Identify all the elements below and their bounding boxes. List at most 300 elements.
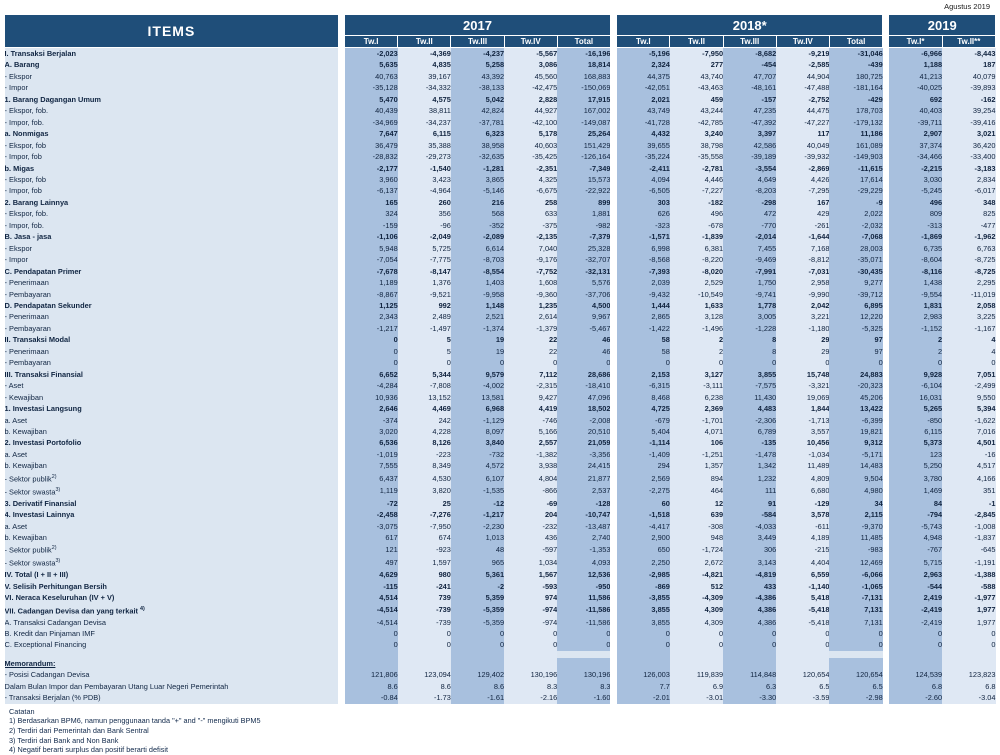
data-cell: 4,500 — [557, 300, 610, 311]
data-cell: -9,370 — [829, 521, 882, 532]
data-cell: 0 — [829, 639, 882, 650]
data-cell: -29,229 — [829, 185, 882, 196]
row-label — [5, 651, 339, 658]
data-cell: -8,443 — [942, 48, 995, 60]
data-cell: 8,126 — [398, 437, 451, 448]
data-cell: 39,167 — [398, 71, 451, 82]
data-cell: -4,514 — [345, 617, 398, 628]
data-cell: 8 — [723, 346, 776, 357]
data-cell: 39,254 — [942, 105, 995, 116]
data-cell: 1,235 — [504, 300, 557, 311]
data-cell: -454 — [723, 59, 776, 70]
data-cell: 8 — [723, 334, 776, 345]
data-cell: 34 — [829, 498, 882, 509]
data-cell: 6.5 — [829, 681, 882, 692]
data-cell — [398, 658, 451, 669]
data-cell: 4,094 — [617, 174, 670, 185]
data-cell — [829, 651, 882, 658]
data-cell: -2,869 — [776, 163, 829, 174]
data-cell: 1,881 — [557, 208, 610, 219]
data-cell: -42,475 — [504, 82, 557, 93]
table-row — [5, 532, 996, 543]
data-cell: 0 — [451, 628, 504, 639]
data-cell: 124,539 — [889, 669, 942, 680]
data-cell: -9,360 — [504, 289, 557, 300]
data-cell: 7,040 — [504, 243, 557, 254]
data-cell: -9,176 — [504, 254, 557, 265]
data-cell: -72 — [345, 498, 398, 509]
data-cell: -34,237 — [398, 117, 451, 128]
data-cell: -11,586 — [557, 617, 610, 628]
row-label: - Impor, fob. — [5, 220, 339, 231]
data-cell: 35,388 — [398, 140, 451, 151]
data-cell: -39,893 — [942, 82, 995, 93]
data-cell: 7,555 — [345, 460, 398, 471]
data-cell: 9,967 — [557, 311, 610, 322]
data-cell: 0 — [889, 628, 942, 639]
row-label: II. Transaksi Modal — [5, 334, 339, 345]
data-cell: 4,572 — [451, 460, 504, 471]
data-cell: -313 — [889, 220, 942, 231]
row-label: - Penerimaan — [5, 277, 339, 288]
data-cell: -770 — [723, 220, 776, 231]
data-cell: 2,529 — [670, 277, 723, 288]
data-cell: -4,514 — [345, 604, 398, 617]
data-cell: 2 — [889, 334, 942, 345]
data-cell — [723, 658, 776, 669]
data-cell: 16,031 — [889, 392, 942, 403]
col-header-2017-q4: Tw.IV — [504, 36, 557, 48]
data-cell: -20,323 — [829, 380, 882, 391]
data-cell: -429 — [829, 94, 882, 105]
data-cell: 0 — [942, 639, 995, 650]
data-cell: 11,186 — [829, 128, 882, 139]
data-cell: -43,463 — [670, 82, 723, 93]
data-cell: -7,054 — [345, 254, 398, 265]
data-cell: 41,213 — [889, 71, 942, 82]
data-cell: -47,392 — [723, 117, 776, 128]
data-cell: 674 — [398, 532, 451, 543]
data-cell: -2,419 — [889, 604, 942, 617]
data-cell: -7,227 — [670, 185, 723, 196]
data-cell: 6.3 — [723, 681, 776, 692]
data-cell: 47,235 — [723, 105, 776, 116]
data-cell: 356 — [398, 208, 451, 219]
data-cell: -2,845 — [942, 509, 995, 520]
data-cell: 6,115 — [889, 426, 942, 437]
col-header-2017-total: Total — [557, 36, 610, 48]
data-cell: 429 — [776, 208, 829, 219]
data-cell: 3,855 — [617, 604, 670, 617]
data-cell: -439 — [829, 59, 882, 70]
data-cell: 11,586 — [557, 592, 610, 603]
row-label: - Sektor swasta$^{3)}$ — [5, 485, 339, 498]
data-cell — [776, 651, 829, 658]
data-cell: 1,034 — [504, 556, 557, 569]
data-cell: -241 — [398, 581, 451, 592]
data-cell: 5,394 — [942, 403, 995, 414]
data-cell — [617, 651, 670, 658]
data-cell: 29 — [776, 346, 829, 357]
data-cell: -48,161 — [723, 82, 776, 93]
data-cell: -149,087 — [557, 117, 610, 128]
data-cell: 974 — [504, 592, 557, 603]
data-cell: -5,567 — [504, 48, 557, 60]
data-cell: 496 — [889, 197, 942, 208]
data-cell: -8,812 — [776, 254, 829, 265]
data-cell: 5,576 — [557, 277, 610, 288]
data-cell: 2,369 — [670, 403, 723, 414]
data-cell: 5,178 — [504, 128, 557, 139]
row-label: Dalam Bulan Impor dan Pembayaran Utang Luar Negeri Pemerintah — [5, 681, 339, 692]
data-cell: 650 — [617, 543, 670, 556]
data-cell: 0 — [345, 346, 398, 357]
data-cell: -3.59 — [776, 692, 829, 703]
data-cell: 2 — [889, 346, 942, 357]
data-cell: 4,404 — [776, 556, 829, 569]
table-row — [5, 151, 996, 162]
data-cell: 4,530 — [398, 472, 451, 485]
data-cell: 25,264 — [557, 128, 610, 139]
row-label: - Impor, fob. — [5, 117, 339, 128]
data-cell: 1,403 — [451, 277, 504, 288]
table-row — [5, 48, 996, 60]
data-cell: -4,002 — [451, 380, 504, 391]
data-cell: -16,196 — [557, 48, 610, 60]
data-cell: -6,399 — [829, 415, 882, 426]
data-cell: 6,107 — [451, 472, 504, 485]
table-row — [5, 208, 996, 219]
data-cell: 4,575 — [398, 94, 451, 105]
data-cell: 4,980 — [829, 485, 882, 498]
data-cell: 40,603 — [504, 140, 557, 151]
row-label: - Ekspor, fob — [5, 140, 339, 151]
data-cell: 97 — [829, 346, 882, 357]
row-label: - Penerimaan — [5, 346, 339, 357]
data-cell: -739 — [398, 604, 451, 617]
data-cell: -950 — [557, 581, 610, 592]
data-cell: -5,743 — [889, 521, 942, 532]
data-cell: -1,496 — [670, 323, 723, 334]
table-row — [5, 403, 996, 414]
data-cell: -3,111 — [670, 380, 723, 391]
data-cell: 3,449 — [723, 532, 776, 543]
data-cell: -7,349 — [557, 163, 610, 174]
row-label: - Sektor swasta$^{3)}$ — [5, 556, 339, 569]
data-cell: -179,132 — [829, 117, 882, 128]
data-cell: -794 — [889, 509, 942, 520]
row-label: 2. Barang Lainnya — [5, 197, 339, 208]
data-cell: 4,419 — [504, 403, 557, 414]
data-cell: 3,020 — [345, 426, 398, 437]
data-cell: 3,865 — [451, 174, 504, 185]
row-label: B. Kredit dan Pinjaman IMF — [5, 628, 339, 639]
data-cell: 29 — [776, 334, 829, 345]
data-cell: -1,497 — [398, 323, 451, 334]
data-cell: -8,203 — [723, 185, 776, 196]
data-cell: 894 — [670, 472, 723, 485]
data-cell: 4,309 — [670, 617, 723, 628]
data-cell: 324 — [345, 208, 398, 219]
data-cell: -8,147 — [398, 266, 451, 277]
table-row — [5, 485, 996, 498]
row-label: 4. Investasi Lainnya — [5, 509, 339, 520]
data-cell: -1,191 — [942, 556, 995, 569]
header-year-row — [5, 15, 996, 36]
data-cell: 120,654 — [776, 669, 829, 680]
data-cell: 459 — [670, 94, 723, 105]
data-cell: 7,455 — [723, 243, 776, 254]
data-cell: 2 — [670, 346, 723, 357]
data-cell: 6.5 — [776, 681, 829, 692]
data-cell: 7,168 — [776, 243, 829, 254]
data-cell: 0 — [345, 357, 398, 368]
data-cell — [451, 658, 504, 669]
data-cell: 2,419 — [889, 592, 942, 603]
data-cell: -22,922 — [557, 185, 610, 196]
data-cell: -0.84 — [345, 692, 398, 703]
data-cell: 38,798 — [670, 140, 723, 151]
data-cell: 497 — [345, 556, 398, 569]
data-cell: 97 — [829, 334, 882, 345]
data-cell: -1,019 — [345, 449, 398, 460]
data-cell: 40,403 — [889, 105, 942, 116]
data-cell: -1,353 — [557, 543, 610, 556]
col-header-2018-q2: Tw.II — [670, 36, 723, 48]
data-cell: 4,309 — [670, 604, 723, 617]
data-cell: -1,518 — [617, 509, 670, 520]
data-cell: -1,701 — [670, 415, 723, 426]
data-cell: 5 — [398, 346, 451, 357]
data-cell: -11,615 — [829, 163, 882, 174]
data-cell: 43,749 — [617, 105, 670, 116]
data-cell: -9,432 — [617, 289, 670, 300]
data-cell: -9,990 — [776, 289, 829, 300]
table-row — [5, 185, 996, 196]
data-cell: -5,359 — [451, 604, 504, 617]
data-cell: 8,349 — [398, 460, 451, 471]
data-cell — [398, 651, 451, 658]
data-cell: 9,579 — [451, 369, 504, 380]
data-cell: 9,928 — [889, 369, 942, 380]
data-cell: 5,250 — [889, 460, 942, 471]
data-cell: -1,388 — [942, 569, 995, 580]
data-cell: -982 — [557, 220, 610, 231]
data-cell: -4,369 — [398, 48, 451, 60]
data-cell: 167 — [776, 197, 829, 208]
data-cell: 2,672 — [670, 556, 723, 569]
table-row — [5, 357, 996, 368]
data-cell: 47,707 — [723, 71, 776, 82]
data-cell: 12,536 — [557, 569, 610, 580]
row-label: b. Kewajiban — [5, 426, 339, 437]
data-cell: 38,958 — [451, 140, 504, 151]
data-cell: 2 — [670, 334, 723, 345]
data-cell: 2,324 — [617, 59, 670, 70]
data-cell: 2,557 — [504, 437, 557, 448]
data-cell: 114,848 — [723, 669, 776, 680]
data-cell — [829, 658, 882, 669]
table-row — [5, 380, 996, 391]
data-cell: -1,382 — [504, 449, 557, 460]
data-cell: 0 — [723, 628, 776, 639]
data-cell: -1 — [942, 498, 995, 509]
data-cell: -5,418 — [776, 604, 829, 617]
data-cell: 568 — [451, 208, 504, 219]
data-cell: 6,680 — [776, 485, 829, 498]
row-label: - Aset — [5, 380, 339, 391]
data-cell: 3,240 — [670, 128, 723, 139]
data-cell: 4,483 — [723, 403, 776, 414]
data-cell: 6,895 — [829, 300, 882, 311]
data-cell: -374 — [345, 415, 398, 426]
data-cell: -983 — [829, 543, 882, 556]
col-header-2018-q1: Tw.I — [617, 36, 670, 48]
data-cell: -8,703 — [451, 254, 504, 265]
table-row — [5, 472, 996, 485]
data-cell: 15,748 — [776, 369, 829, 380]
data-cell: -593 — [504, 581, 557, 592]
data-cell: 739 — [398, 592, 451, 603]
data-cell: -3,356 — [557, 449, 610, 460]
data-cell: 9,312 — [829, 437, 882, 448]
data-cell: 4,514 — [345, 592, 398, 603]
data-cell: 8.6 — [345, 681, 398, 692]
data-cell: -159 — [345, 220, 398, 231]
data-cell: -850 — [889, 415, 942, 426]
data-cell: -2,089 — [451, 231, 504, 242]
data-cell: 3,021 — [942, 128, 995, 139]
data-cell: 42,824 — [451, 105, 504, 116]
row-label — [5, 658, 339, 669]
data-cell: 40,049 — [776, 140, 829, 151]
data-cell: 6,614 — [451, 243, 504, 254]
row-label: a. Aset — [5, 449, 339, 460]
row-label: - Sektor publik$^{2)}$ — [5, 543, 339, 556]
data-cell: -1.60 — [557, 692, 610, 703]
data-cell: 7,131 — [829, 604, 882, 617]
data-cell: -5,467 — [557, 323, 610, 334]
data-cell: 28,003 — [829, 243, 882, 254]
data-cell: 496 — [670, 208, 723, 219]
data-cell: 6.8 — [889, 681, 942, 692]
data-cell: 2,958 — [776, 277, 829, 288]
data-cell: 2,834 — [942, 174, 995, 185]
data-cell: 3,780 — [889, 472, 942, 485]
year-header-2017: 2017 — [345, 15, 611, 36]
row-label: 2. Investasi Portofolio — [5, 437, 339, 448]
data-cell: -215 — [776, 543, 829, 556]
data-cell: -1,228 — [723, 323, 776, 334]
row-label: - Impor, fob — [5, 185, 339, 196]
data-cell: -5,146 — [451, 185, 504, 196]
table-header — [5, 15, 996, 48]
data-cell: -3,855 — [617, 592, 670, 603]
data-cell: 633 — [504, 208, 557, 219]
data-cell: 3,128 — [670, 311, 723, 322]
data-cell: 4,426 — [776, 174, 829, 185]
data-cell: -1,422 — [617, 323, 670, 334]
data-cell: -1,837 — [942, 532, 995, 543]
data-cell: -39,711 — [889, 117, 942, 128]
data-cell: -32,635 — [451, 151, 504, 162]
data-cell — [557, 658, 610, 669]
data-cell — [889, 651, 942, 658]
data-cell: 0 — [504, 357, 557, 368]
data-cell: -375 — [504, 220, 557, 231]
table-row — [5, 311, 996, 322]
data-cell — [942, 658, 995, 669]
data-cell: 43,392 — [451, 71, 504, 82]
balance-of-payments-table — [4, 14, 996, 704]
data-cell: 13,422 — [829, 403, 882, 414]
footnotes-title: Catatan — [9, 706, 35, 716]
data-cell: 6,559 — [776, 569, 829, 580]
data-cell: -1,374 — [451, 323, 504, 334]
row-label: b. Kewajiban — [5, 460, 339, 471]
data-cell: 0 — [398, 628, 451, 639]
table-row — [5, 669, 996, 680]
data-cell: -4,284 — [345, 380, 398, 391]
data-cell: -2,315 — [504, 380, 557, 391]
data-cell: 44,475 — [776, 105, 829, 116]
data-cell: 0 — [670, 639, 723, 650]
data-cell: 617 — [345, 532, 398, 543]
data-cell: 24,415 — [557, 460, 610, 471]
data-cell: 18,814 — [557, 59, 610, 70]
data-cell: -4,417 — [617, 521, 670, 532]
data-cell: 15,573 — [557, 174, 610, 185]
data-cell: -1,724 — [670, 543, 723, 556]
table-row — [5, 426, 996, 437]
data-cell: 6,437 — [345, 472, 398, 485]
row-label: - Ekspor, fob — [5, 174, 339, 185]
data-cell: -10,747 — [557, 509, 610, 520]
table-row — [5, 174, 996, 185]
data-cell: 0 — [345, 334, 398, 345]
data-cell: 0 — [451, 357, 504, 368]
data-cell: -7,393 — [617, 266, 670, 277]
data-cell: -2,985 — [617, 569, 670, 580]
data-cell: -2,215 — [889, 163, 942, 174]
data-cell: 5,166 — [504, 426, 557, 437]
data-cell: 2,537 — [557, 485, 610, 498]
data-cell: 1,119 — [345, 485, 398, 498]
data-cell: -1,008 — [942, 521, 995, 532]
data-cell: 0 — [889, 357, 942, 368]
data-cell: -678 — [670, 220, 723, 231]
data-cell: 1,469 — [889, 485, 942, 498]
data-cell: -9,521 — [398, 289, 451, 300]
table-row — [5, 569, 996, 580]
data-cell: -2.60 — [889, 692, 942, 703]
data-cell: -767 — [889, 543, 942, 556]
data-cell: -150,069 — [557, 82, 610, 93]
data-cell: -679 — [617, 415, 670, 426]
data-cell: 3,005 — [723, 311, 776, 322]
data-cell: -7,068 — [829, 231, 882, 242]
data-cell: -584 — [723, 509, 776, 520]
row-label: - Impor, fob — [5, 151, 339, 162]
table-row — [5, 334, 996, 345]
data-cell: 47,096 — [557, 392, 610, 403]
data-cell: -1,540 — [398, 163, 451, 174]
data-cell: 3,938 — [504, 460, 557, 471]
row-label: a. Aset — [5, 521, 339, 532]
data-cell: 2,907 — [889, 128, 942, 139]
data-cell: -7,295 — [776, 185, 829, 196]
row-label: - Pembayaran — [5, 289, 339, 300]
